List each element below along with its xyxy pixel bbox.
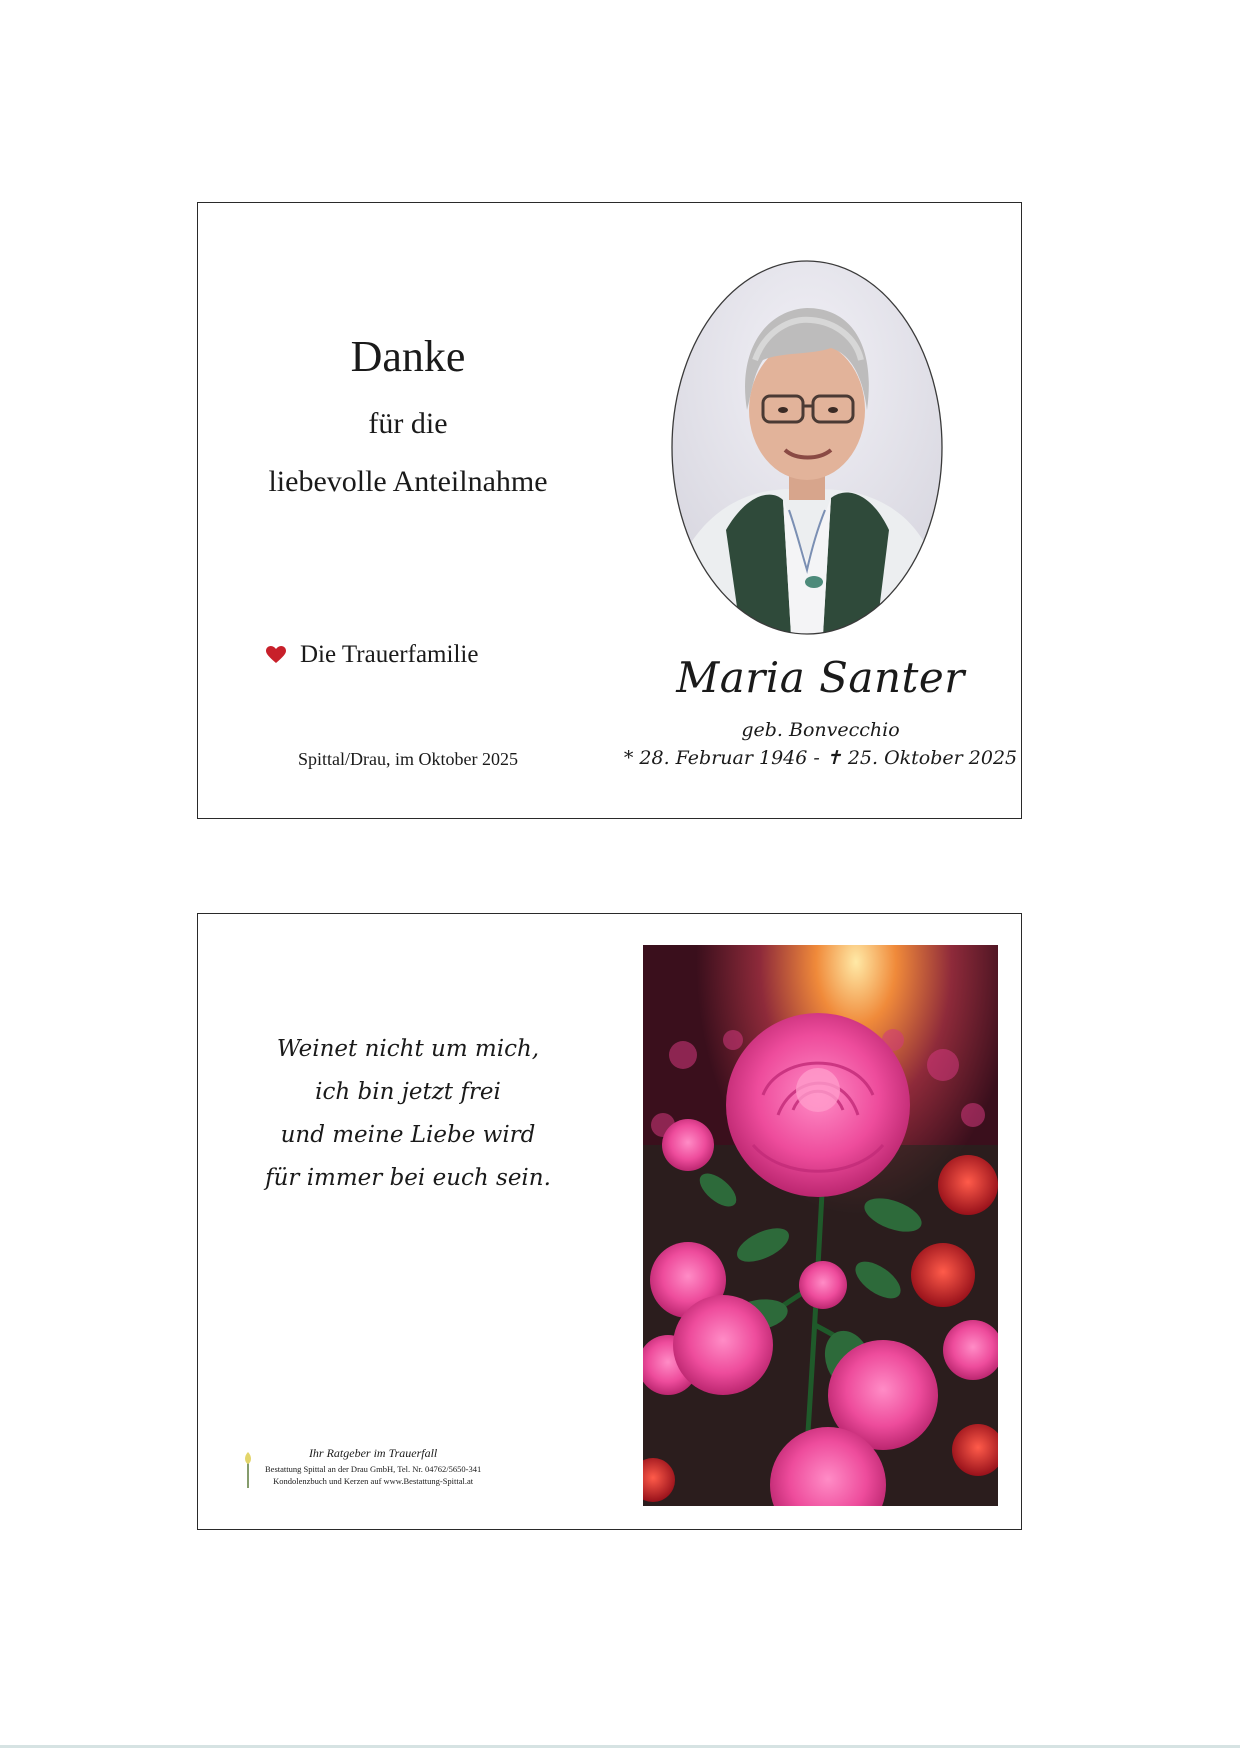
deceased-name: Maria Santer — [676, 653, 965, 702]
family-signature — [266, 641, 478, 669]
back-card — [197, 913, 1022, 1530]
place-date: Spittal/Drau, im Oktober 2025 — [298, 749, 518, 769]
thanks-line-1: für die — [368, 407, 448, 440]
verse-line-1: Weinet nicht um mich, — [276, 1036, 540, 1062]
verse-line-2: ich bin jetzt frei — [315, 1079, 501, 1105]
undertaker-website: Kondolenzbuch und Kerzen auf www.Bestattung-Spittal.at — [273, 1476, 474, 1486]
birth-date: * 28. Februar 1946 - — [623, 747, 820, 769]
verse-line-3: und meine Liebe wird — [280, 1122, 536, 1148]
heart-icon — [266, 646, 286, 664]
life-dates — [618, 747, 1023, 769]
death-date: 25. Oktober 2025 — [847, 747, 1018, 769]
front-card — [197, 202, 1022, 819]
family-label: Die Trauerfamilie — [300, 641, 479, 668]
cross-icon: ✝ — [825, 747, 842, 769]
rose-garden-photo — [643, 945, 998, 1506]
thanks-line-2: liebevolle Anteilnahme — [268, 465, 548, 498]
undertaker-contact: Bestattung Spittal an der Drau GmbH, Tel. Nr. 04762/5650-341 — [265, 1464, 482, 1474]
undertaker-footer — [243, 1446, 481, 1488]
undertaker-slogan: Ihr Ratgeber im Trauerfall — [308, 1446, 438, 1460]
maiden-name: geb. Bonvecchio — [741, 719, 900, 741]
heading-danke: Danke — [350, 332, 466, 381]
lily-icon — [243, 1450, 253, 1488]
scan-edge-line — [0, 1745, 1240, 1748]
verse-line-4: für immer bei euch sein. — [265, 1165, 551, 1191]
portrait-photo — [671, 260, 943, 635]
